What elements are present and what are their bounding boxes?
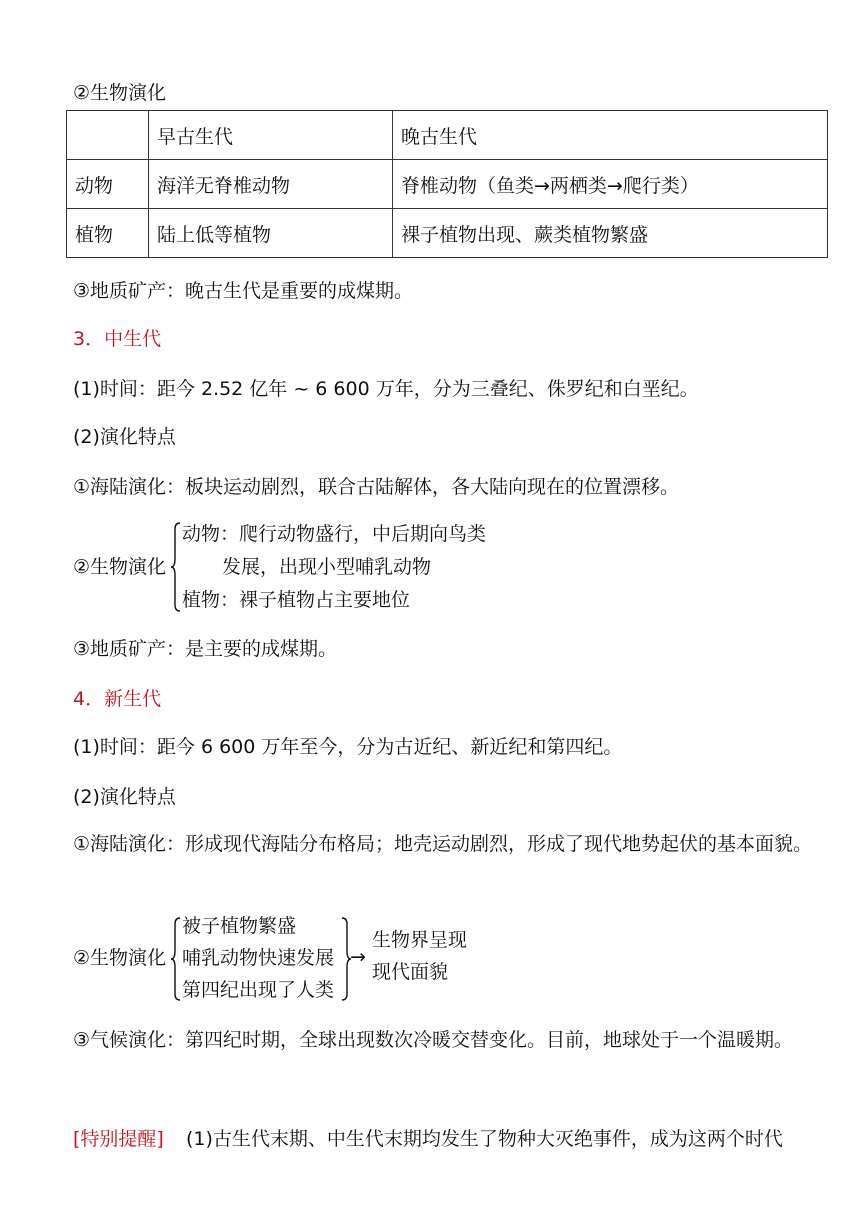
cenozoic-bio-line: 被子植物繁盛 [182,915,297,937]
reminder-tag: [特别提醒] [73,1128,164,1150]
table-header-cell [67,111,149,160]
mesozoic-land-sea: ①海陆演化：板块运动剧烈，联合古陆解体，各大陆向现在的位置漂移。 [73,476,680,498]
table-header-cell: 晚古生代 [393,111,828,160]
cenozoic-bio-result: 生物界呈现 [372,929,468,951]
table-cell: 动物 [67,160,149,209]
mesozoic-time: (1)时间：距今 2.52 亿年 ~ 6 600 万年，分为三叠纪、侏罗纪和白垩纪。 [73,378,699,400]
cenozoic-bio-line: 哺乳动物快速发展 [182,947,335,969]
table-cell: 裸子植物出现、蕨类植物繁盛 [393,209,828,258]
mesozoic-bio-line: 动物：爬行动物盛行，中后期向鸟类 [182,523,487,545]
section-heading-bio-evolution: ②生物演化 [73,82,167,104]
cenozoic-bio-result: 现代面貌 [372,961,449,983]
reminder-text: (1)古生代末期、中生代末期均发生了物种大灭绝事件，成为这两个时代 [186,1128,783,1150]
table-row [67,209,828,258]
cenozoic-land-sea: ①海陆演化：形成现代海陆分布格局；地壳运动剧烈，形成了现代地势起伏的基本面貌。 [73,833,813,855]
mesozoic-bio-label: ②生物演化 [73,556,167,578]
cenozoic-time: (1)时间：距今 6 600 万年至今，分为古近纪、新近纪和第四纪。 [73,736,623,758]
left-brace-icon [170,916,182,1002]
table-cell: 植物 [67,209,149,258]
table-cell: 陆上低等植物 [149,209,393,258]
table-header-row [67,111,828,160]
section-title-cenozoic: 4．新生代 [73,688,162,710]
paleozoic-minerals: ③地质矿产：晚古生代是重要的成煤期。 [73,280,414,302]
mesozoic-minerals: ③地质矿产：是主要的成煤期。 [73,638,338,660]
section-title-mesozoic: 3．中生代 [73,328,162,350]
table-cell: 脊椎动物（鱼类→两栖类→爬行类） [393,160,828,209]
cenozoic-features-heading: (2)演化特点 [73,786,176,808]
cenozoic-bio-label: ②生物演化 [73,947,167,969]
cenozoic-bio-line: 第四纪出现了人类 [182,979,335,1001]
table-cell: 海洋无脊椎动物 [149,160,393,209]
mesozoic-features-heading: (2)演化特点 [73,426,176,448]
table-row [67,160,828,209]
left-brace-icon [170,521,182,613]
table-header-cell: 早古生代 [149,111,393,160]
mesozoic-bio-line: 发展，出现小型哺乳动物 [222,556,432,578]
arrow-icon: → [350,946,366,968]
cenozoic-climate: ③气候演化：第四纪时期，全球出现数次冷暖交替变化。目前，地球处于一个温暖期。 [73,1029,794,1051]
mesozoic-bio-line: 植物：裸子植物占主要地位 [182,589,411,611]
evolution-table [66,110,828,258]
